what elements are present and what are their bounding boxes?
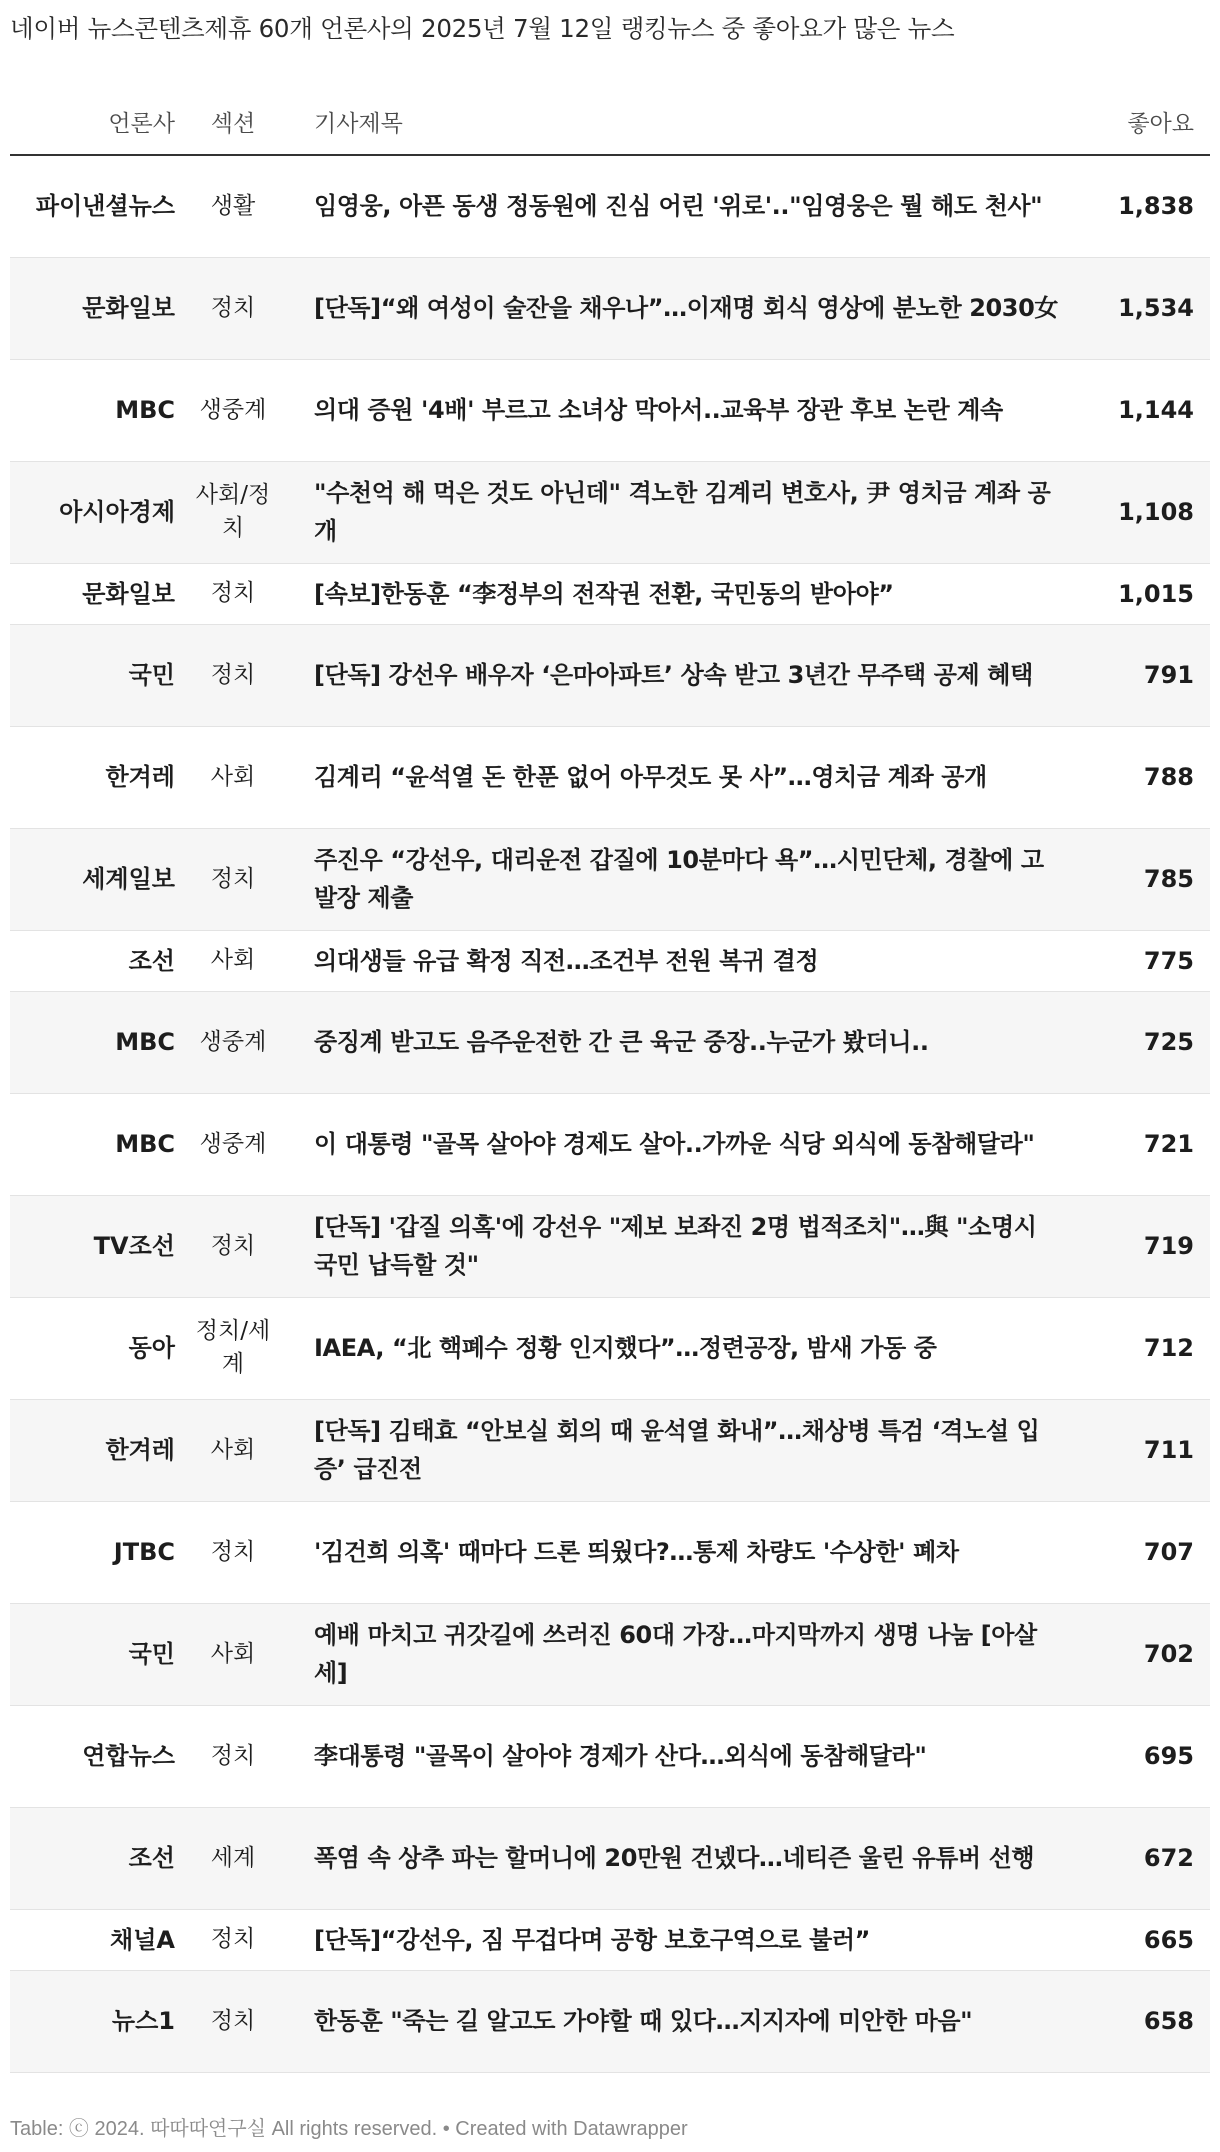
cell-likes: 702 [1143, 1640, 1194, 1668]
cell-article-title: [단독] 강선우 배우자 ‘은마아파트’ 상속 받고 3년간 무주택 공제 혜택 [314, 661, 1033, 689]
table-row [10, 828, 1210, 930]
cell-section: 사회 [210, 947, 256, 973]
cell-section: 정치 [210, 580, 256, 606]
cell-article-title: 의대생들 유급 확정 직전…조건부 전원 복귀 결정 [314, 946, 819, 975]
table-row [10, 563, 1210, 624]
cell-likes: 665 [1143, 1925, 1194, 1954]
table-row [10, 1093, 1210, 1195]
cell-article-title: 임영웅, 아픈 동생 정동원에 진심 어린 '위로'.."임영웅은 뭘 해도 천사" [314, 192, 1043, 221]
cell-article-title: IAEA, “北 핵폐수 정황 인지했다”…정련공장, 밤새 가동 중 [314, 1334, 937, 1362]
table-row [10, 155, 1210, 257]
cell-press: MBC [115, 396, 175, 424]
cell-section: 정치 [210, 1538, 256, 1565]
cell-likes: 711 [1143, 1436, 1194, 1464]
cell-article-title: 중징계 받고도 음주운전한 간 큰 육군 중장..누군가 봤더니.. [314, 1028, 929, 1056]
cell-likes: 1,534 [1118, 294, 1194, 322]
cell-likes: 775 [1143, 946, 1194, 975]
table-row [10, 461, 1210, 563]
table-row [10, 1970, 1210, 2072]
ranking-table [10, 88, 1210, 2073]
table-row [10, 1501, 1210, 1603]
cell-section: 사회 [210, 1640, 256, 1667]
cell-section: 정치 [210, 1232, 256, 1259]
cell-press: 국민 [128, 661, 175, 689]
table-row [10, 359, 1210, 461]
cell-section: 정치 [210, 1926, 256, 1952]
cell-section: 사회/정치 [195, 482, 271, 541]
cell-section: 정치 [210, 1742, 256, 1769]
table-header-row [10, 88, 1210, 155]
cell-press: 국민 [128, 1640, 175, 1668]
cell-article-title: "수천억 해 먹은 것도 아닌데" 격노한 김계리 변호사, 尹 영치금 계좌 공개 [314, 479, 1051, 545]
table-row [10, 1297, 1210, 1399]
cell-likes: 695 [1143, 1742, 1194, 1770]
cell-press: 한겨레 [105, 1436, 175, 1464]
table-row [10, 1909, 1210, 1970]
table-row [10, 991, 1210, 1093]
cell-article-title: 주진우 “강선우, 대리운전 갑질에 10분마다 욕”…시민단체, 경찰에 고발장 제출 [314, 846, 1044, 912]
cell-article-title: [속보]한동훈 “李정부의 전작권 전환, 국민동의 받아야” [314, 579, 894, 608]
table-row [10, 726, 1210, 828]
cell-likes: 1,015 [1118, 579, 1194, 608]
column-header-likes[interactable]: 좋아요 [1070, 88, 1210, 155]
table-body [10, 155, 1210, 2072]
cell-press: 동아 [128, 1334, 175, 1362]
cell-likes: 719 [1143, 1232, 1194, 1260]
cell-section: 생중계 [199, 396, 267, 423]
cell-press: 한겨레 [105, 763, 175, 791]
cell-likes: 672 [1143, 1844, 1194, 1872]
chart-title: 네이버 뉴스콘텐츠제휴 60개 언론사의 2025년 7월 12일 랭킹뉴스 중 좋아요가 많은 뉴스 [10, 14, 955, 43]
cell-press: MBC [115, 1130, 175, 1158]
cell-likes: 791 [1143, 661, 1194, 689]
cell-likes: 707 [1143, 1538, 1194, 1566]
cell-section: 정치/세계 [195, 1318, 271, 1377]
cell-section: 사회 [210, 763, 256, 790]
table-row [10, 1195, 1210, 1297]
cell-article-title: [단독]“강선우, 짐 무겁다며 공항 보호구역으로 불러” [314, 1925, 871, 1954]
cell-likes: 1,144 [1118, 396, 1194, 424]
cell-article-title: [단독] '갑질 의혹'에 강선우 "제보 보좌진 2명 법적조치"…與 "소명시 국민 납득할 것" [314, 1213, 1037, 1279]
table-row [10, 1603, 1210, 1705]
cell-article-title: 폭염 속 상추 파는 할머니에 20만원 건넸다…네티즌 울린 유튜버 선행 [314, 1844, 1035, 1872]
table-row [10, 624, 1210, 726]
cell-likes: 1,108 [1118, 498, 1194, 526]
cell-article-title: [단독]“왜 여성이 술잔을 채우나”…이재명 회식 영상에 분노한 2030女 [314, 294, 1059, 322]
table-row [10, 930, 1210, 991]
cell-section: 정치 [210, 2007, 256, 2034]
cell-press: 조선 [128, 946, 175, 975]
cell-article-title: 한동훈 "죽는 길 알고도 가야할 때 있다…지지자에 미안한 마음" [314, 2007, 973, 2035]
cell-press: 파이낸셜뉴스 [35, 192, 175, 221]
cell-section: 정치 [210, 661, 256, 688]
cell-section: 정치 [210, 865, 256, 892]
cell-press: TV조선 [93, 1232, 175, 1260]
cell-section: 정치 [210, 294, 256, 321]
column-header-section[interactable]: 섹션 [177, 88, 289, 155]
cell-likes: 788 [1143, 763, 1194, 791]
cell-press: JTBC [113, 1538, 175, 1566]
cell-likes: 712 [1143, 1334, 1194, 1362]
table-row [10, 257, 1210, 359]
cell-likes: 785 [1143, 865, 1194, 893]
table-row [10, 1807, 1210, 1909]
table-footer: Table: ⓒ 2024. 따따따연구실 All rights reserved. • Created with Datawrapper [10, 2118, 688, 2140]
cell-likes: 658 [1143, 2007, 1194, 2035]
column-header-press[interactable]: 언론사 [10, 88, 177, 155]
cell-press: 연합뉴스 [82, 1742, 175, 1770]
cell-section: 생중계 [199, 1028, 267, 1055]
cell-section: 세계 [210, 1844, 256, 1871]
cell-article-title: 예배 마치고 귀갓길에 쓰러진 60대 가장…마지막까지 생명 나눔 [아살세] [314, 1621, 1037, 1687]
cell-likes: 725 [1143, 1028, 1194, 1056]
cell-press: 세계일보 [82, 865, 175, 893]
cell-press: 채널A [110, 1925, 175, 1954]
cell-article-title: '김건희 의혹' 때마다 드론 띄웠다?…통제 차량도 '수상한' 폐차 [314, 1538, 959, 1566]
cell-likes: 1,838 [1118, 192, 1194, 221]
cell-section: 생활 [210, 192, 256, 219]
cell-article-title: 김계리 “윤석열 돈 한푼 없어 아무것도 못 사”…영치금 계좌 공개 [314, 763, 987, 791]
cell-article-title: 의대 증원 '4배' 부르고 소녀상 막아서..교육부 장관 후보 논란 계속 [314, 396, 1003, 424]
cell-press: 문화일보 [82, 294, 175, 322]
cell-section: 생중계 [199, 1130, 267, 1157]
cell-press: 뉴스1 [111, 2007, 175, 2035]
table-row [10, 1705, 1210, 1807]
cell-press: 문화일보 [82, 579, 175, 608]
cell-likes: 721 [1143, 1130, 1194, 1158]
cell-press: 아시아경제 [59, 498, 175, 526]
column-header-title[interactable]: 기사제목 [289, 88, 1070, 155]
cell-article-title: 이 대통령 "골목 살아야 경제도 살아..가까운 식당 외식에 동참해달라" [314, 1130, 1035, 1158]
cell-press: MBC [115, 1028, 175, 1056]
cell-article-title: 李대통령 "골목이 살아야 경제가 산다…외식에 동참해달라" [314, 1742, 927, 1770]
table-row [10, 1399, 1210, 1501]
cell-press: 조선 [128, 1844, 175, 1872]
cell-section: 사회 [210, 1436, 256, 1463]
cell-article-title: [단독] 김태효 “안보실 회의 때 윤석열 화내”…채상병 특검 ‘격노설 입증’ 급진전 [314, 1417, 1040, 1483]
